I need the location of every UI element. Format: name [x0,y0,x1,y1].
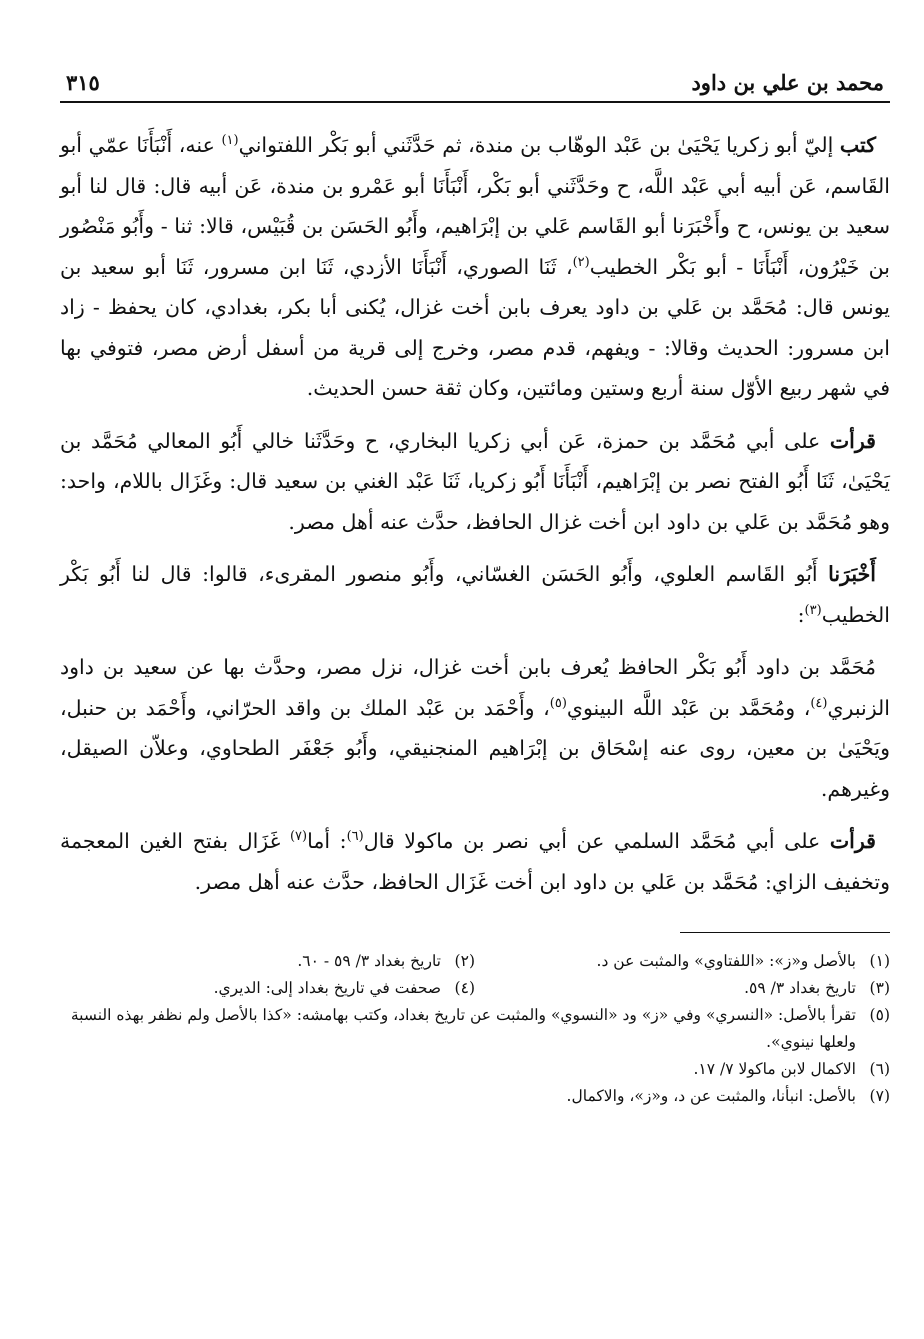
footnote-text: الاكمال لابن ماكولا ٧/ ١٧. [693,1060,856,1078]
footnote-row [60,948,890,975]
paragraph-text: غَزَال بفتح الغين المعجمة وتخفيف الزاي: مُحَمَّد بن عَلي بن داود ابن أخت غَزَال الحافظ، حدَّث عنه أهل مصر. [60,829,890,894]
paragraph [60,647,890,809]
footnote [60,1056,890,1083]
paragraph-text: إليّ أبو زكريا يَحْيَىٰ بن عَبْد الوهّاب بن مندة، ثم حَدَّثَني أبو بَكْر اللفتواني [238,133,834,157]
footnote-ref: (٧) [289,829,308,845]
footnote-number: (٧) [869,1087,890,1105]
footnote-ref: (٦) [346,829,364,845]
footnote-ref: (٥) [549,695,567,711]
footnote-number: (٦) [869,1060,890,1078]
footnote-number: (٤) [454,979,475,997]
footnote-text: تقرأ بالأصل: «النسري» وفي «ز» ود «النسوي» والمثبت عن تاريخ بغداد، وكتب بهامشه: «كذا بالأصل ولم نظفر بهذه النسبة ولعلها نينوي». [70,1006,856,1051]
footnote [60,1002,890,1056]
paragraph-text: على أبي مُحَمَّد بن حمزة، عَن أبي زكريا البخاري، ح وحَدَّثَنا خالي أَبُو المعالي مُحَمَّد بن يَحْيَىٰ، ثَنَا أَبُو الفتح نصر بن إبْرَاهيم، أَنْبَأَنَا أَبُو زكريا، ثَنَا عَبْد الغني بن سعيد قال: وغَزَال باللام، واحد: وهو مُحَمَّد بن عَلي بن داود ابن أخت غزال الحافظ، حدَّث عنه أهل مصر. [60,428,890,534]
running-header [60,55,890,103]
footnote-number: (٥) [869,1006,890,1024]
footnote-number: (٢) [454,952,475,970]
footnote-ref: (١) [221,133,239,149]
paragraph-text: على أبي مُحَمَّد السلمي عن أبي نصر بن ماكولا قال [363,829,821,853]
paragraph-text: : أما [307,829,347,853]
footnote [60,975,475,1002]
paragraph-lead: قرأت [829,428,876,453]
footnote-row [60,975,890,1002]
footnote-text: صحفت في تاريخ بغداد إلى: الديري. [213,979,441,997]
footnote-separator [680,932,890,934]
footnote-text: بالأصل: انبأنا، والمثبت عن د، و«ز»، والاكمال. [566,1087,856,1105]
footnote [60,1083,890,1110]
paragraph-text: ، ومُحَمَّد بن عَبْد اللَّه البينوي [566,695,811,720]
paragraph [60,421,890,543]
paragraph-text: أَبُو القَاسم العلوي، وأَبُو الحَسَن الغسّاني، وأَبُو منصور المقرىء، قالوا: قال لنا أَبُو بَكْر الخطيب [60,562,890,627]
running-title: محمد بن علي بن داود [691,70,884,95]
footnote-ref: (٢) [572,254,590,270]
footnotes [60,948,890,1110]
paragraph-text: عنه، أَنْبَأَنَا عمّي أبو القَاسم، عَن أبيه أبي عَبْد اللَّه، ح وحَدَّثَني أبو بَكْر، أَنْبَأَنَا أبو عَمْرو بن مندة، عَن أبيه قال: قال لنا أبو سعيد بن يونس، ح وأَخْبَرَنا أبو القَاسم عَلي بن إبْرَاهيم، وأَبُو الحَسَن بن قُبَيْس، قالا: ثنا - وأَبُو مَنْصُور بن خَيْرُون، أَنْبَأَنَا - أبو بَكْر الخطيب [60,133,890,279]
footnote-ref: (٤) [810,695,828,711]
footnote-number: (٣) [869,979,890,997]
paragraph [60,125,890,409]
paragraph-text: ، وأَحْمَد بن عَبْد الملك بن واقد الحرّاني، وأَحْمَد بن حنبل، ويَحْيَىٰ بن معين، روى عنه إسْحَاق بن إبْرَاهيم المنجنيقي، وأَبُو جَعْفَر الطحاوي، وعلاّن الصيقل، وغيرهم. [60,695,890,801]
footnote-text: تاريخ بغداد ٣/ ٥٩ - ٦٠. [297,952,441,970]
footnote-text: تاريخ بغداد ٣/ ٥٩. [744,979,856,997]
footnote [475,948,890,975]
footnote-ref: (٣) [804,602,822,618]
paragraph-lead: أَخْبَرَنا [828,562,876,586]
footnote [60,948,475,975]
paragraph-text: مُحَمَّد بن داود أَبُو بَكْر الحافظ يُعرف بابن أخت غزال، نزل مصر، وحدَّث بها عن سعيد بن داود الزنبري [60,655,890,720]
paragraph-text: : [797,602,805,627]
paragraph-lead: كتب [839,133,876,157]
page-number: ٣١٥ [66,70,100,95]
paragraph-lead: قرأت [829,829,876,853]
paragraph [60,821,890,902]
book-page [60,55,890,1315]
paragraph [60,554,890,635]
paragraph-text: ، ثَنَا الصوري، أَنْبَأَنَا الأزدي، ثَنَا ابن مسرور، ثَنَا أبو سعيد بن يونس قال: مُحَمَّد بن عَلي بن داود يعرف بابن أخت غزال، يُكنى أبا بكر، بغدادي، كان يحفظ - زاد ابن مسرور: الحديث وقالا: - ويفهم، قدم مصر، وخرج إلى قرية من أسفل أرض مصر، فتوفي بها في شهر ربيع الأوّل سنة أربع وستين ومائتين، وكان ثقة حسن الحديث. [60,254,890,400]
footnote-number: (١) [869,952,890,970]
footnote [475,975,890,1002]
footnote-text: بالأصل و«ز»: «اللفتاوي» والمثبت عن د. [596,952,856,970]
main-text [60,125,890,902]
